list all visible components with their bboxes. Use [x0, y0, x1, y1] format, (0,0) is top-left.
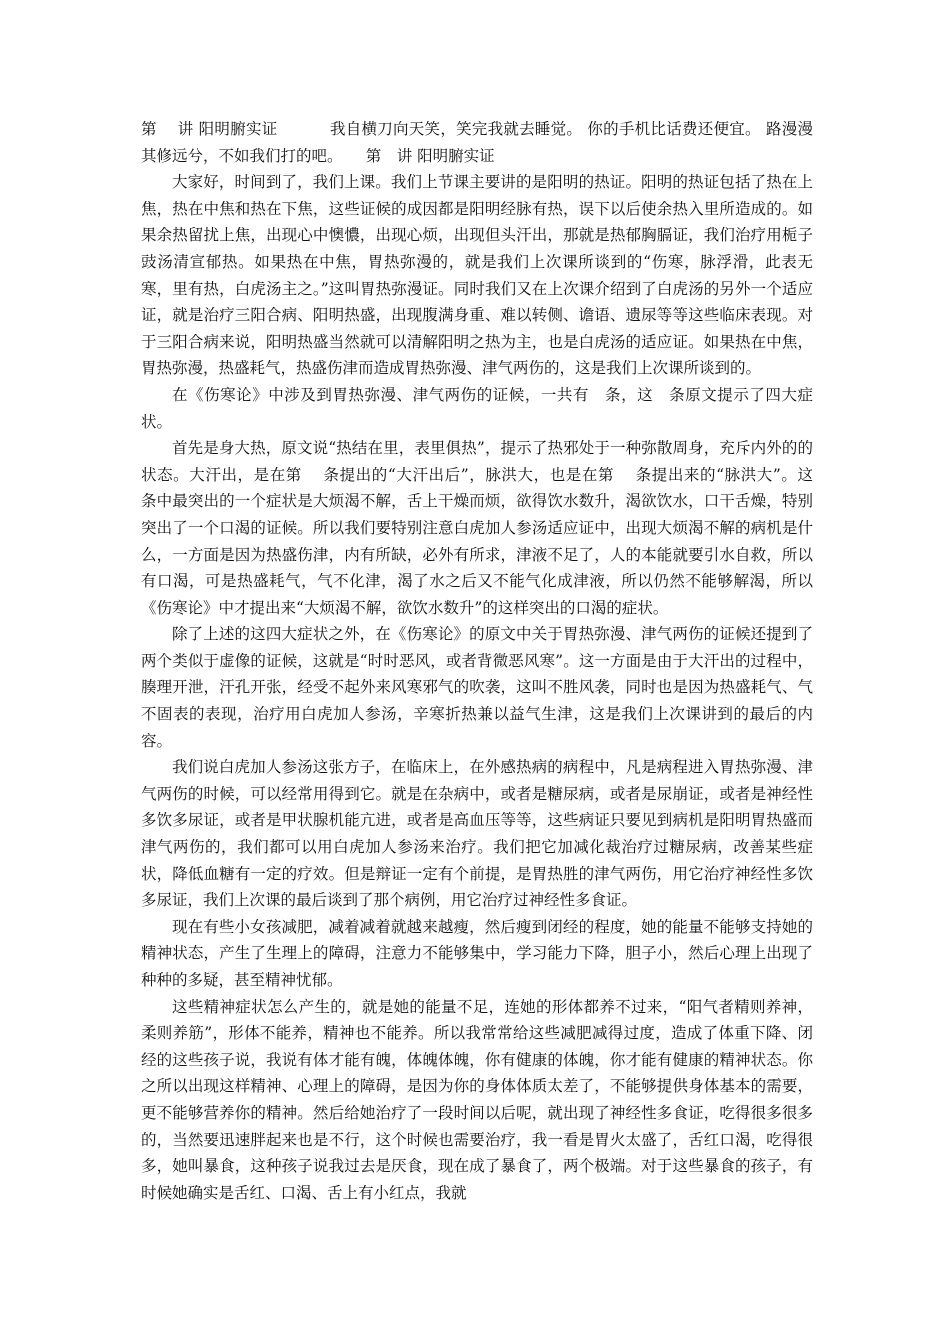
document-header: 第 讲 阳明腑实证 我自横刀向天笑，笑完我就去睡觉。 你的手机比话费还便宜。 路漫漫其修远兮，不如我们打的吧。 第 讲 阳明腑实证: [141, 120, 813, 165]
paragraph-6: 现在有些小女孩减肥，减着减着就越来越瘦，然后瘦到闭经的程度，她的能量不能够支持她的精神状态，产生了生理上的障碍，注意力不能够集中，学习能力下降，胆子小，然后心理上出现了种种的多疑，甚至精神忧郁。: [141, 917, 813, 989]
paragraph-4: 除了上述的这四大症状之外，在《伤寒论》的原文中关于胃热弥漫、津气两伤的证候还提到了两个类似于虚像的证候，这就是“时时恶风，或者背微恶风寒”。这一方面是由于大汗出的过程中，腠理开泄，汗孔开张，经受不起外来风寒邪气的吹袭，这叫不胜风袭，同时也是因为热盛耗气、气不固表的表现，治疗用白虎加人参汤，辛寒折热兼以益气生津，这是我们上次课讲到的最后的内容。: [141, 625, 813, 750]
paragraph-7: 这些精神症状怎么产生的，就是她的能量不足，连她的形体都养不过来，“阳气者精则养神，柔则养筋”，形体不能养，精神也不能养。所以我常常给这些减肥减得过度，造成了体重下降、闭经的这些孩子说，我说有体才能有魄，体魄体魄，你有健康的体魄，你才能有健康的精神状态。你之所以出现这样精神、心理上的障碍，是因为你的身体体质太差了，不能够提供身体基本的需要，更不能够营养你的精神。然后给她治疗了一段时间以后呢，就出现了神经性多食证，吃得很多很多的，当然要迅速胖起来也是不行，这个时候也需要治疗，我一看是胃火太盛了，舌红口渴，吃得很多，她叫暴食，这种孩子说我过去是厌食，现在成了暴食了，两个极端。对于这些暴食的孩子，有时候她确实是舌红、口渴、舌上有小红点，我就: [141, 997, 813, 1202]
document-page: [141, 116, 834, 1206]
paragraph-2: 在《伤寒论》中涉及到胃热弥漫、津气两伤的证候，一共有 条，这 条原文提示了四大症状。: [141, 385, 813, 431]
paragraph-1: 大家好，时间到了，我们上课。我们上节课主要讲的是阳明的热证。阳明的热证包括了热在上焦，热在中焦和热在下焦，这些证候的成因都是阳明经脉有热，误下以后使余热入里所造成的。如果余热留扰上焦，出现心中懊憹，出现心烦，出现但头汗出，那就是热郁胸膈证，我们治疗用栀子豉汤清宣郁热。如果热在中焦，胃热弥漫的，就是我们上次课所谈到的“伤寒，脉浮滑，此表无寒，里有热，白虎汤主之。”这叫胃热弥漫证。同时我们又在上次课介绍到了白虎汤的另外一个适应证，就是治疗三阳合病、阳明热盛，出现腹满身重、难以转侧、谵语、遗尿等等这些临床表现。对于三阳合病来说，阳明热盛当然就可以清解阳明之热为主，也是白虎汤的适应证。如果热在中焦，胃热弥漫，热盛耗气，热盛伤津而造成胃热弥漫、津气两伤的，这是我们上次课所谈到的。: [141, 173, 813, 378]
paragraph-3: 首先是身大热，原文说“热结在里，表里俱热”，提示了热邪处于一种弥散周身，充斥内外的的状态。大汗出，是在第 条提出的“大汗出后”，脉洪大，也是在第 条提出来的“脉洪大”。这 条中最突出的一个症状是大烦渴不解，舌上干燥而烦，欲得饮水数升，渴欲饮水，口干舌燥，特别突出了一个口渴的证候。所以我们要特别注意白虎加人参汤适应证中，出现大烦渴不解的病机是什么，一方面是因为热盛伤津，内有所缺，必外有所求，津液不足了，人的本能就要引水自救，所以有口渴，可是热盛耗气，气不化津，渴了水之后又不能气化成津液，所以仍然不能够解渴，所以《伤寒论》中才提出来“大烦渴不解，欲饮水数升”的这样突出的口渴的症状。: [141, 439, 834, 617]
paragraph-5: 我们说白虎加人参汤这张方子，在临床上，在外感热病的病程中，凡是病程进入胃热弥漫、津气两伤的时候，可以经常用得到它。就是在杂病中，或者是糖尿病，或者是尿崩证，或者是神经性多饮多尿证，或者是甲状腺机能亢进，或者是高血压等等，这些病证只要见到病机是阳明胃热盛而津气两伤的，我们都可以用白虎加人参汤来治疗。我们把它加减化裁治疗过糖尿病，改善某些症状，降低血糖有一定的疗效。但是辩证一定有个前提，是胃热胜的津气两伤，用它治疗神经性多饮多尿证，我们上次课的最后谈到了那个病例，用它治疗过神经性多食证。: [141, 758, 813, 910]
